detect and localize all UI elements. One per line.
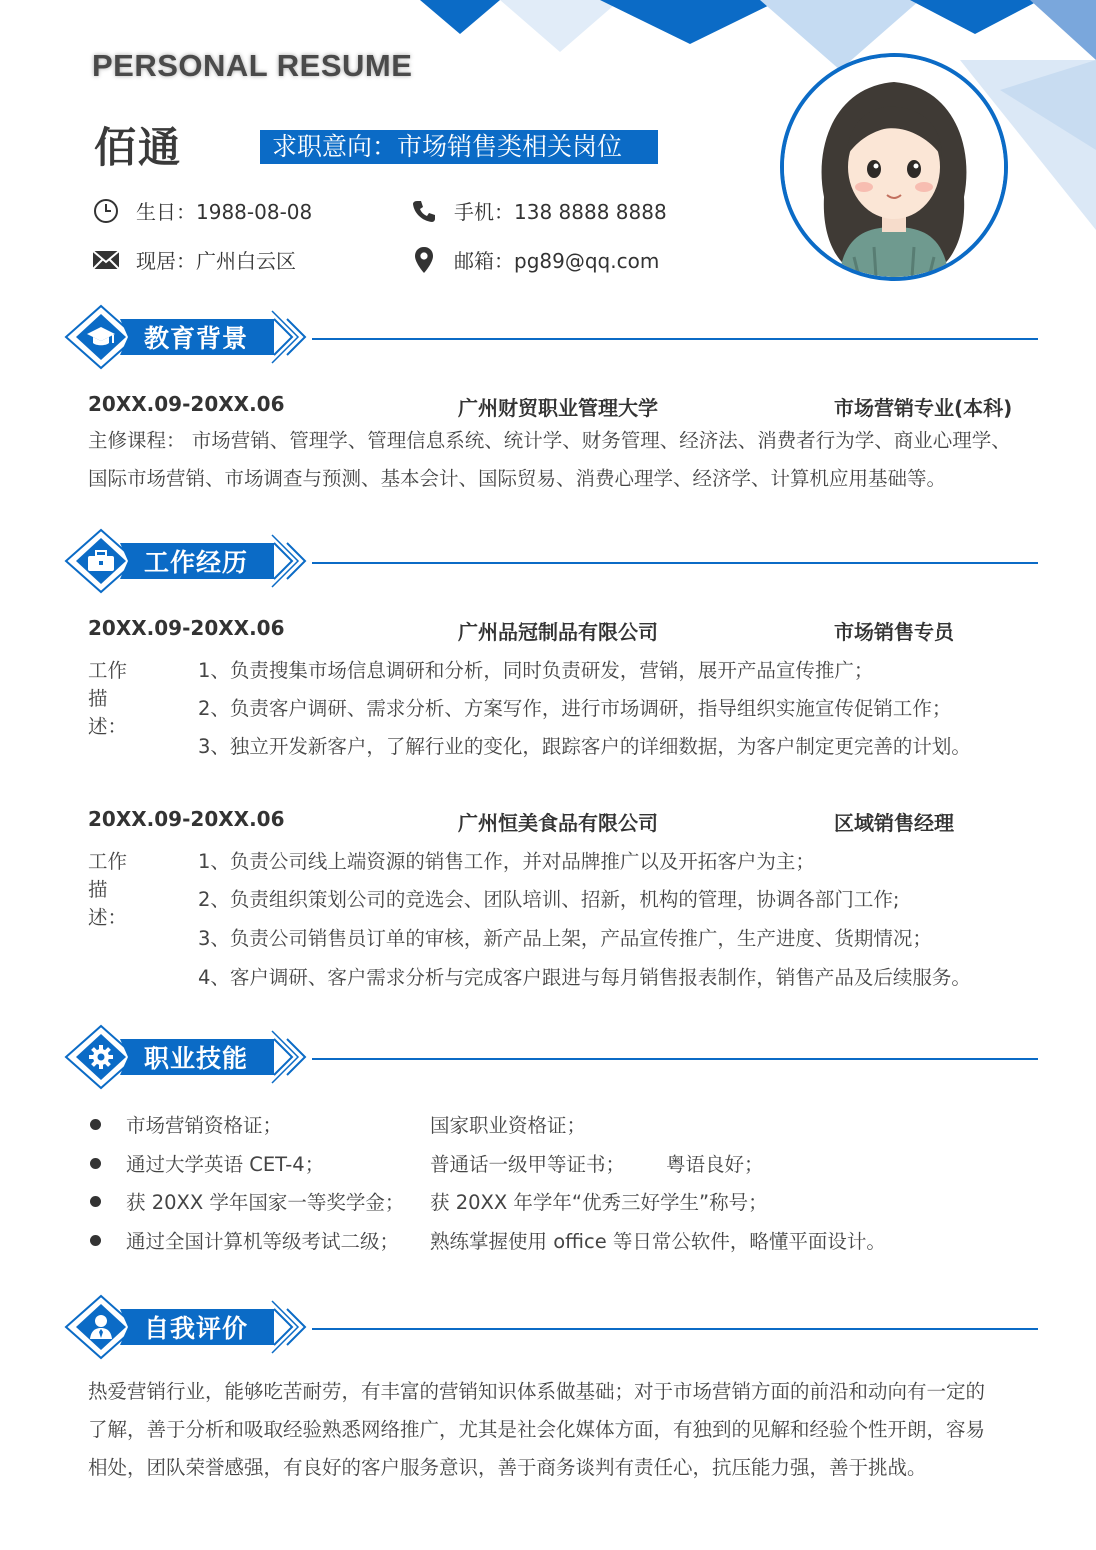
education-school: 广州财贸职业管理大学 xyxy=(458,396,658,420)
education-courses xyxy=(88,422,1028,498)
avatar xyxy=(780,53,1008,281)
section-title-self-evaluation: 自我评价 xyxy=(144,1314,249,1343)
job-duty: 2、负责组织策划公司的竞选会、团队培训、招新，机构的管理，协调各部门工作; xyxy=(198,888,900,911)
gear-icon xyxy=(88,1044,114,1074)
bullet xyxy=(90,1119,101,1130)
section-title-education: 教育背景 xyxy=(144,324,249,353)
phone-row xyxy=(410,196,667,225)
person-icon xyxy=(89,1314,113,1344)
bullet xyxy=(90,1235,101,1246)
skill-row xyxy=(88,1149,1028,1179)
job-company: 广州恒美食品有限公司 xyxy=(458,811,658,835)
job-intent-banner: 求职意向：市场销售类相关岗位 xyxy=(260,130,658,164)
skill-row xyxy=(88,1110,1028,1140)
skill-item: 通过全国计算机等级考试二级； xyxy=(126,1230,400,1253)
email-text: 邮箱：pg89@qq.com xyxy=(454,249,660,273)
skill-item: 获 20XX 学年国家一等奖学金； xyxy=(126,1191,405,1214)
birthday-row xyxy=(92,196,312,225)
clock-icon xyxy=(92,197,120,225)
self-evaluation-text xyxy=(88,1373,1028,1487)
section-header-work xyxy=(62,526,1042,596)
job-description-label: 工作描述： xyxy=(88,850,128,929)
self-evaluation-line: 热爱营销行业，能够吃苦耐劳，有丰富的营销知识体系做基础；对于市场营销方面的前沿和动向有一定的 xyxy=(88,1380,986,1403)
phone-icon xyxy=(410,197,438,225)
job-duty: 3、负责公司销售员订单的审核，新产品上架，产品宣传推广，生产进度、货期情况； xyxy=(198,927,932,950)
skill-item: 粤语良好； xyxy=(666,1153,764,1176)
job-duty: 4、客户调研、客户需求分析与完成客户跟进与每月销售报表制作，销售产品及后续服务。 xyxy=(198,966,971,989)
mail-icon xyxy=(92,246,120,274)
section-divider xyxy=(312,1328,1038,1330)
resume-english-title: PERSONAL RESUME xyxy=(92,48,413,83)
skill-row xyxy=(88,1226,1028,1256)
courses-line: 主修课程： 市场营销、管理学、管理信息系统、统计学、财务管理、经济法、消费者行为学、商业心理学、 xyxy=(88,429,1011,452)
self-evaluation-line: 了解，善于分析和吸取经验熟悉网络推广，尤其是社会化媒体方面，有独到的见解和经验个性开朗，容易 xyxy=(88,1418,986,1441)
bullet xyxy=(90,1158,101,1169)
job-period: 20XX.09-20XX.06 xyxy=(88,616,285,640)
job-position: 区域销售经理 xyxy=(834,811,954,835)
section-header-education xyxy=(62,302,1042,372)
skill-item: 市场营销资格证； xyxy=(126,1114,283,1137)
section-header-skills xyxy=(62,1022,1042,1092)
job-duty: 1、负责搜集市场信息调研和分析，同时负责研发，营销，展开产品宣传推广； xyxy=(198,659,874,682)
section-title-work: 工作经历 xyxy=(144,548,249,577)
location-icon xyxy=(410,246,438,274)
section-header-self-evaluation xyxy=(62,1292,1042,1362)
job-duty: 3、独立开发新客户，了解行业的变化，跟踪客户的详细数据，为客户制定更完善的计划。 xyxy=(198,735,971,758)
skill-item: 通过大学英语 CET-4； xyxy=(126,1153,325,1176)
job-period: 20XX.09-20XX.06 xyxy=(88,807,285,831)
skill-item: 国家职业资格证； xyxy=(430,1114,587,1137)
skill-item: 普通话一级甲等证书； xyxy=(430,1153,626,1176)
residence-row xyxy=(92,245,296,274)
section-divider xyxy=(312,562,1038,564)
section-title-skills: 职业技能 xyxy=(144,1044,249,1073)
skill-item: 熟练掌握使用 office 等日常公软件，略懂平面设计。 xyxy=(430,1230,886,1253)
email-row xyxy=(410,245,659,274)
birthday-text: 生日：1988-08-08 xyxy=(136,200,313,224)
job-duty: 1、负责公司线上端资源的销售工作，并对品牌推广以及开拓客户为主； xyxy=(198,850,815,873)
skill-row xyxy=(88,1187,1028,1217)
graduation-cap-icon xyxy=(86,324,116,354)
avatar-illustration xyxy=(784,57,1004,277)
phone-text: 手机：138 8888 8888 xyxy=(454,200,667,224)
self-evaluation-line: 相处，团队荣誉感强，有良好的客户服务意识，善于商务谈判有责任心，抗压能力强，善于挑战。 xyxy=(88,1456,927,1479)
candidate-name: 佰通 xyxy=(94,123,183,172)
job-duty: 2、负责客户调研、需求分析、方案写作，进行市场调研，指导组织实施宣传促销工作； xyxy=(198,697,952,720)
bullet xyxy=(90,1196,101,1207)
education-period: 20XX.09-20XX.06 xyxy=(88,392,285,416)
education-major: 市场营销专业(本科) xyxy=(834,396,1013,420)
job-position: 市场销售专员 xyxy=(834,620,954,644)
residence-text: 现居：广州白云区 xyxy=(136,249,296,273)
job-description-label: 工作描述： xyxy=(88,659,128,738)
section-divider xyxy=(312,1058,1038,1060)
section-divider xyxy=(312,338,1038,340)
job-company: 广州品冠制品有限公司 xyxy=(458,620,658,644)
briefcase-icon xyxy=(87,549,115,577)
skill-item: 获 20XX 年学年“优秀三好学生”称号； xyxy=(430,1191,768,1214)
courses-line: 国际市场营销、市场调查与预测、基本会计、国际贸易、消费心理学、经济学、计算机应用基础等。 xyxy=(88,467,947,490)
